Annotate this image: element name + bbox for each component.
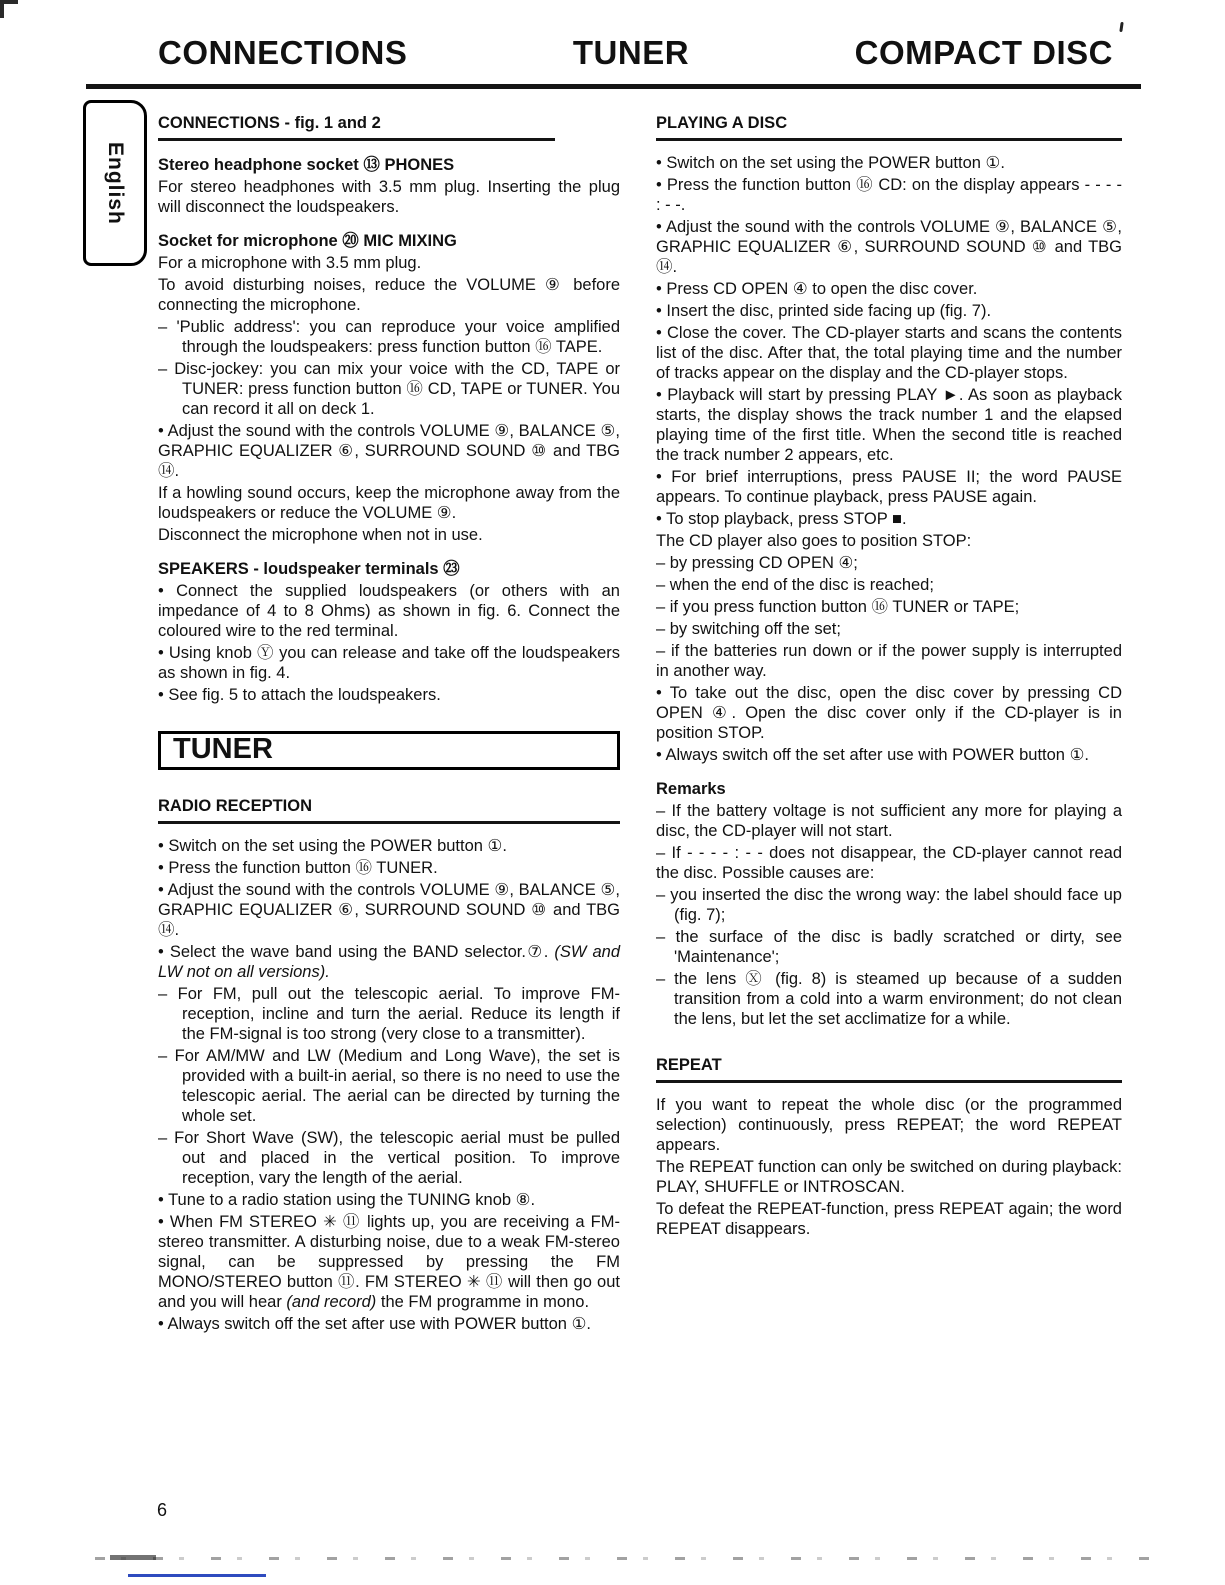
- paragraph: The REPEAT function can only be switched on during playback: PLAY, SHUFFLE or INTROSCAN.: [656, 1158, 1122, 1196]
- list-item: – If the battery voltage is not sufficient any more for playing a disc, the CD-player will not start.: [656, 802, 1122, 840]
- paragraph: For stereo headphones with 3.5 mm plug. Inserting the plug will disconnect the loudspeakers.: [158, 178, 620, 216]
- section-heading-radio-reception: RADIO RECEPTION: [158, 796, 620, 824]
- list-item: – the lens Ⓧ (fig. 8) is steamed up because of a sudden transition from a cold into a warm environment; do not clean the lens, but let the set acclimatize for a while.: [656, 970, 1122, 1028]
- list-item: – For Short Wave (SW), the telescopic aerial must be pulled out and placed in the vertical position. To improve reception, vary the length of the aerial.: [158, 1129, 620, 1187]
- masthead: [0, 0, 1225, 72]
- content-columns: [0, 89, 1225, 1336]
- list-item: – by pressing CD OPEN ④;: [656, 554, 858, 572]
- paragraph: For a microphone with 3.5 mm plug.: [158, 254, 422, 272]
- scan-artifact-bottom-line: [95, 1557, 1160, 1560]
- list-item: • Connect the supplied loudspeakers (or others with an impedance of 4 to 8 Ohms) as shown in fig. 6. Connect the coloured wire to the red terminal.: [158, 582, 620, 640]
- section-heading-playing-a-disc: PLAYING A DISC: [656, 113, 1122, 141]
- list-item: • See fig. 5 to attach the loudspeakers.: [158, 686, 441, 704]
- list-item: [158, 942, 620, 982]
- language-tab-label: English: [104, 141, 127, 225]
- list-item: • Using knob Ⓨ you can release and take off the loudspeakers as shown in fig. 4.: [158, 644, 620, 682]
- list-item: – by switching off the set;: [656, 620, 841, 638]
- scan-artifact-corner: [0, 0, 18, 18]
- text-segment-italic: (SW and LW not on all versions).: [158, 943, 621, 981]
- sub-heading-mic-mixing: Socket for microphone ⑳ MIC MIXING: [158, 232, 457, 250]
- sub-heading-remarks: Remarks: [656, 780, 726, 798]
- paragraph: Disconnect the microphone when not in use.: [158, 526, 483, 544]
- list-item: – 'Public address': you can reproduce your voice amplified through the loudspeakers: press function button ⑯ TAPE.: [158, 318, 620, 356]
- left-column: [158, 109, 620, 1336]
- masthead-title-tuner: TUNER: [572, 34, 690, 71]
- list-item: • To stop playback, press STOP ■.: [656, 510, 907, 528]
- paragraph: To avoid disturbing noises, reduce the VOLUME ⑨ before connecting the microphone.: [158, 276, 620, 314]
- sub-heading-phones: Stereo headphone socket ⑬ PHONES: [158, 156, 455, 174]
- list-item: • For brief interruptions, press PAUSE II; the word PAUSE appears. To continue playback, press PAUSE again.: [656, 468, 1122, 506]
- list-item: – you inserted the disc the wrong way: the label should face up (fig. 7);: [656, 886, 1122, 924]
- list-item: • Adjust the sound with the controls VOLUME ⑨, BALANCE ⑤, GRAPHIC EQUALIZER ⑥, SURROUND SOUND ⑩ and TBG ⑭.: [158, 422, 620, 480]
- paragraph: If a howling sound occurs, keep the microphone away from the loudspeakers or reduce the VOLUME ⑨.: [158, 484, 620, 522]
- text-segment-italic: (and record): [286, 1293, 377, 1311]
- masthead-title-connections: CONNECTIONS: [158, 34, 408, 71]
- list-item: • Playback will start by pressing PLAY ►. As soon as playback starts, the display shows the track number 1 and the elapsed playing time of the first title. When the second title is reached the track number 2 appears, etc.: [656, 386, 1122, 464]
- list-item: – if you press function button ⑯ TUNER or TAPE;: [656, 598, 1020, 616]
- list-item: – If - - - - : - - does not disappear, the CD-player cannot read the disc. Possible causes are:: [656, 844, 1122, 882]
- list-item: • Switch on the set using the POWER button ①.: [656, 154, 1005, 172]
- list-item: – the surface of the disc is badly scratched or dirty, see 'Maintenance';: [656, 928, 1122, 966]
- text-segment: TUNER: [173, 733, 273, 765]
- paragraph: The CD player also goes to position STOP:: [656, 532, 972, 550]
- section-heading-repeat: REPEAT: [656, 1055, 1122, 1083]
- right-column: [656, 109, 1122, 1336]
- list-item: – Disc-jockey: you can mix your voice with the CD, TAPE or TUNER: press function button ⑯ CD, TAPE or TUNER. You can record it all on deck 1.: [158, 360, 620, 418]
- page-number: 6: [157, 1500, 168, 1520]
- list-item: • Always switch off the set after use with POWER button ①.: [158, 1315, 591, 1333]
- paragraph: If you want to repeat the whole disc (or the programmed selection) continuously, press REPEAT; the word REPEAT appears.: [656, 1096, 1122, 1154]
- text-segment: the FM programme in mono.: [376, 1293, 590, 1311]
- list-item: • Insert the disc, printed side facing up (fig. 7).: [656, 302, 992, 320]
- scan-artifact-blue-line: [128, 1574, 266, 1577]
- list-item: • Adjust the sound with the controls VOLUME ⑨, BALANCE ⑤, GRAPHIC EQUALIZER ⑥, SURROUND SOUND ⑩ and TBG ⑭.: [158, 881, 620, 939]
- list-item: • Switch on the set using the POWER button ①.: [158, 837, 507, 855]
- language-tab: [83, 100, 147, 266]
- list-item: – when the end of the disc is reached;: [656, 576, 934, 594]
- list-item: • Always switch off the set after use with POWER button ①.: [656, 746, 1089, 764]
- paragraph: To defeat the REPEAT-function, press REPEAT again; the word REPEAT disappears.: [656, 1200, 1122, 1238]
- list-item: • Adjust the sound with the controls VOLUME ⑨, BALANCE ⑤, GRAPHIC EQUALIZER ⑥, SURROUND SOUND ⑩ and TBG ⑭.: [656, 218, 1122, 276]
- list-item: • Close the cover. The CD-player starts and scans the contents list of the disc. After that, the total playing time and the number of tracks appear on the display and the CD-player stops.: [656, 324, 1122, 382]
- list-item: • Press CD OPEN ④ to open the disc cover.: [656, 280, 978, 298]
- tuner-box-title: [158, 731, 620, 770]
- list-item: • Press the function button ⑯ TUNER.: [158, 859, 438, 877]
- list-item: – For AM/MW and LW (Medium and Long Wave), the set is provided with a built-in aerial, so there is no need to use the telescopic aerial. The aerial can be directed by turning the whole set.: [158, 1047, 620, 1125]
- list-item: [158, 1212, 620, 1312]
- list-item: – if the batteries run down or if the power supply is interrupted in another way.: [656, 642, 1122, 680]
- text-segment: • When FM STEREO ✳ ⑪ lights up, you are receiving a FM-stereo transmitter. A disturbing noise, due to a weak FM-stereo signal, can be suppressed by pressing the FM MONO/STEREO button ⑪. FM STEREO ✳ ⑪ will then go out and you will hear: [158, 1213, 620, 1311]
- text-segment: • Select the wave band using the BAND selector.⑦.: [158, 943, 555, 961]
- scan-artifact-smudge: [110, 1555, 156, 1560]
- sub-heading-speakers: SPEAKERS - loudspeaker terminals ㉓: [158, 560, 460, 578]
- section-heading-connections: CONNECTIONS - fig. 1 and 2: [158, 113, 555, 141]
- list-item: • Press the function button ⑯ CD: on the display appears - - - - : - -.: [656, 176, 1122, 214]
- list-item: • To take out the disc, open the disc cover by pressing CD OPEN ④. Open the disc cover only if the CD-player is in position STOP.: [656, 684, 1122, 742]
- list-item: • Tune to a radio station using the TUNING knob ⑧.: [158, 1191, 536, 1209]
- list-item: – For FM, pull out the telescopic aerial. To improve FM-reception, incline and turn the aerial. Reduce its length if the FM-signal is too strong (very close to a transmitter).: [158, 985, 620, 1043]
- masthead-title-compact-disc: COMPACT DISC: [854, 34, 1113, 71]
